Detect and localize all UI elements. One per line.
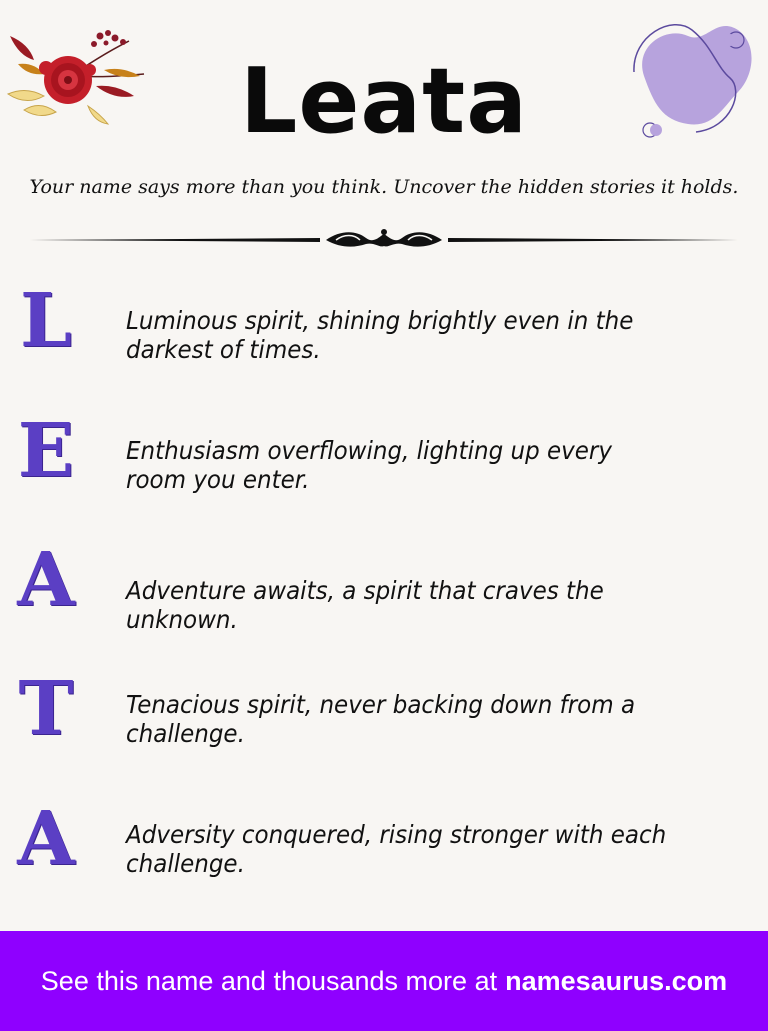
letter-glyph: E	[17, 408, 75, 494]
letter-glyph: A	[17, 796, 75, 882]
footer-site-link[interactable]: namesaurus.com	[505, 965, 728, 996]
letter-description: Luminous spirit, shining brightly even in the darkest of times.	[126, 306, 634, 364]
page-title: Leata	[240, 49, 528, 154]
ornamental-divider-icon	[30, 226, 738, 254]
letter-description: Adversity conquered, rising stronger with each challenge.	[126, 820, 667, 878]
tagline: Your name says more than you think. Uncover the hidden stories it holds.	[29, 176, 739, 198]
letter-glyph: L	[19, 278, 73, 364]
footer-text: See this name and thousands more at	[40, 965, 498, 996]
footer-banner	[0, 931, 768, 1031]
letter-glyph: T	[18, 666, 74, 752]
letter-description: Tenacious spirit, never backing down from a challenge.	[126, 690, 636, 748]
letter-description: Adventure awaits, a spirit that craves the unknown.	[126, 576, 604, 634]
letter-description: Enthusiasm overflowing, lighting up every room you enter.	[126, 436, 612, 494]
letter-glyph: A	[17, 537, 75, 623]
